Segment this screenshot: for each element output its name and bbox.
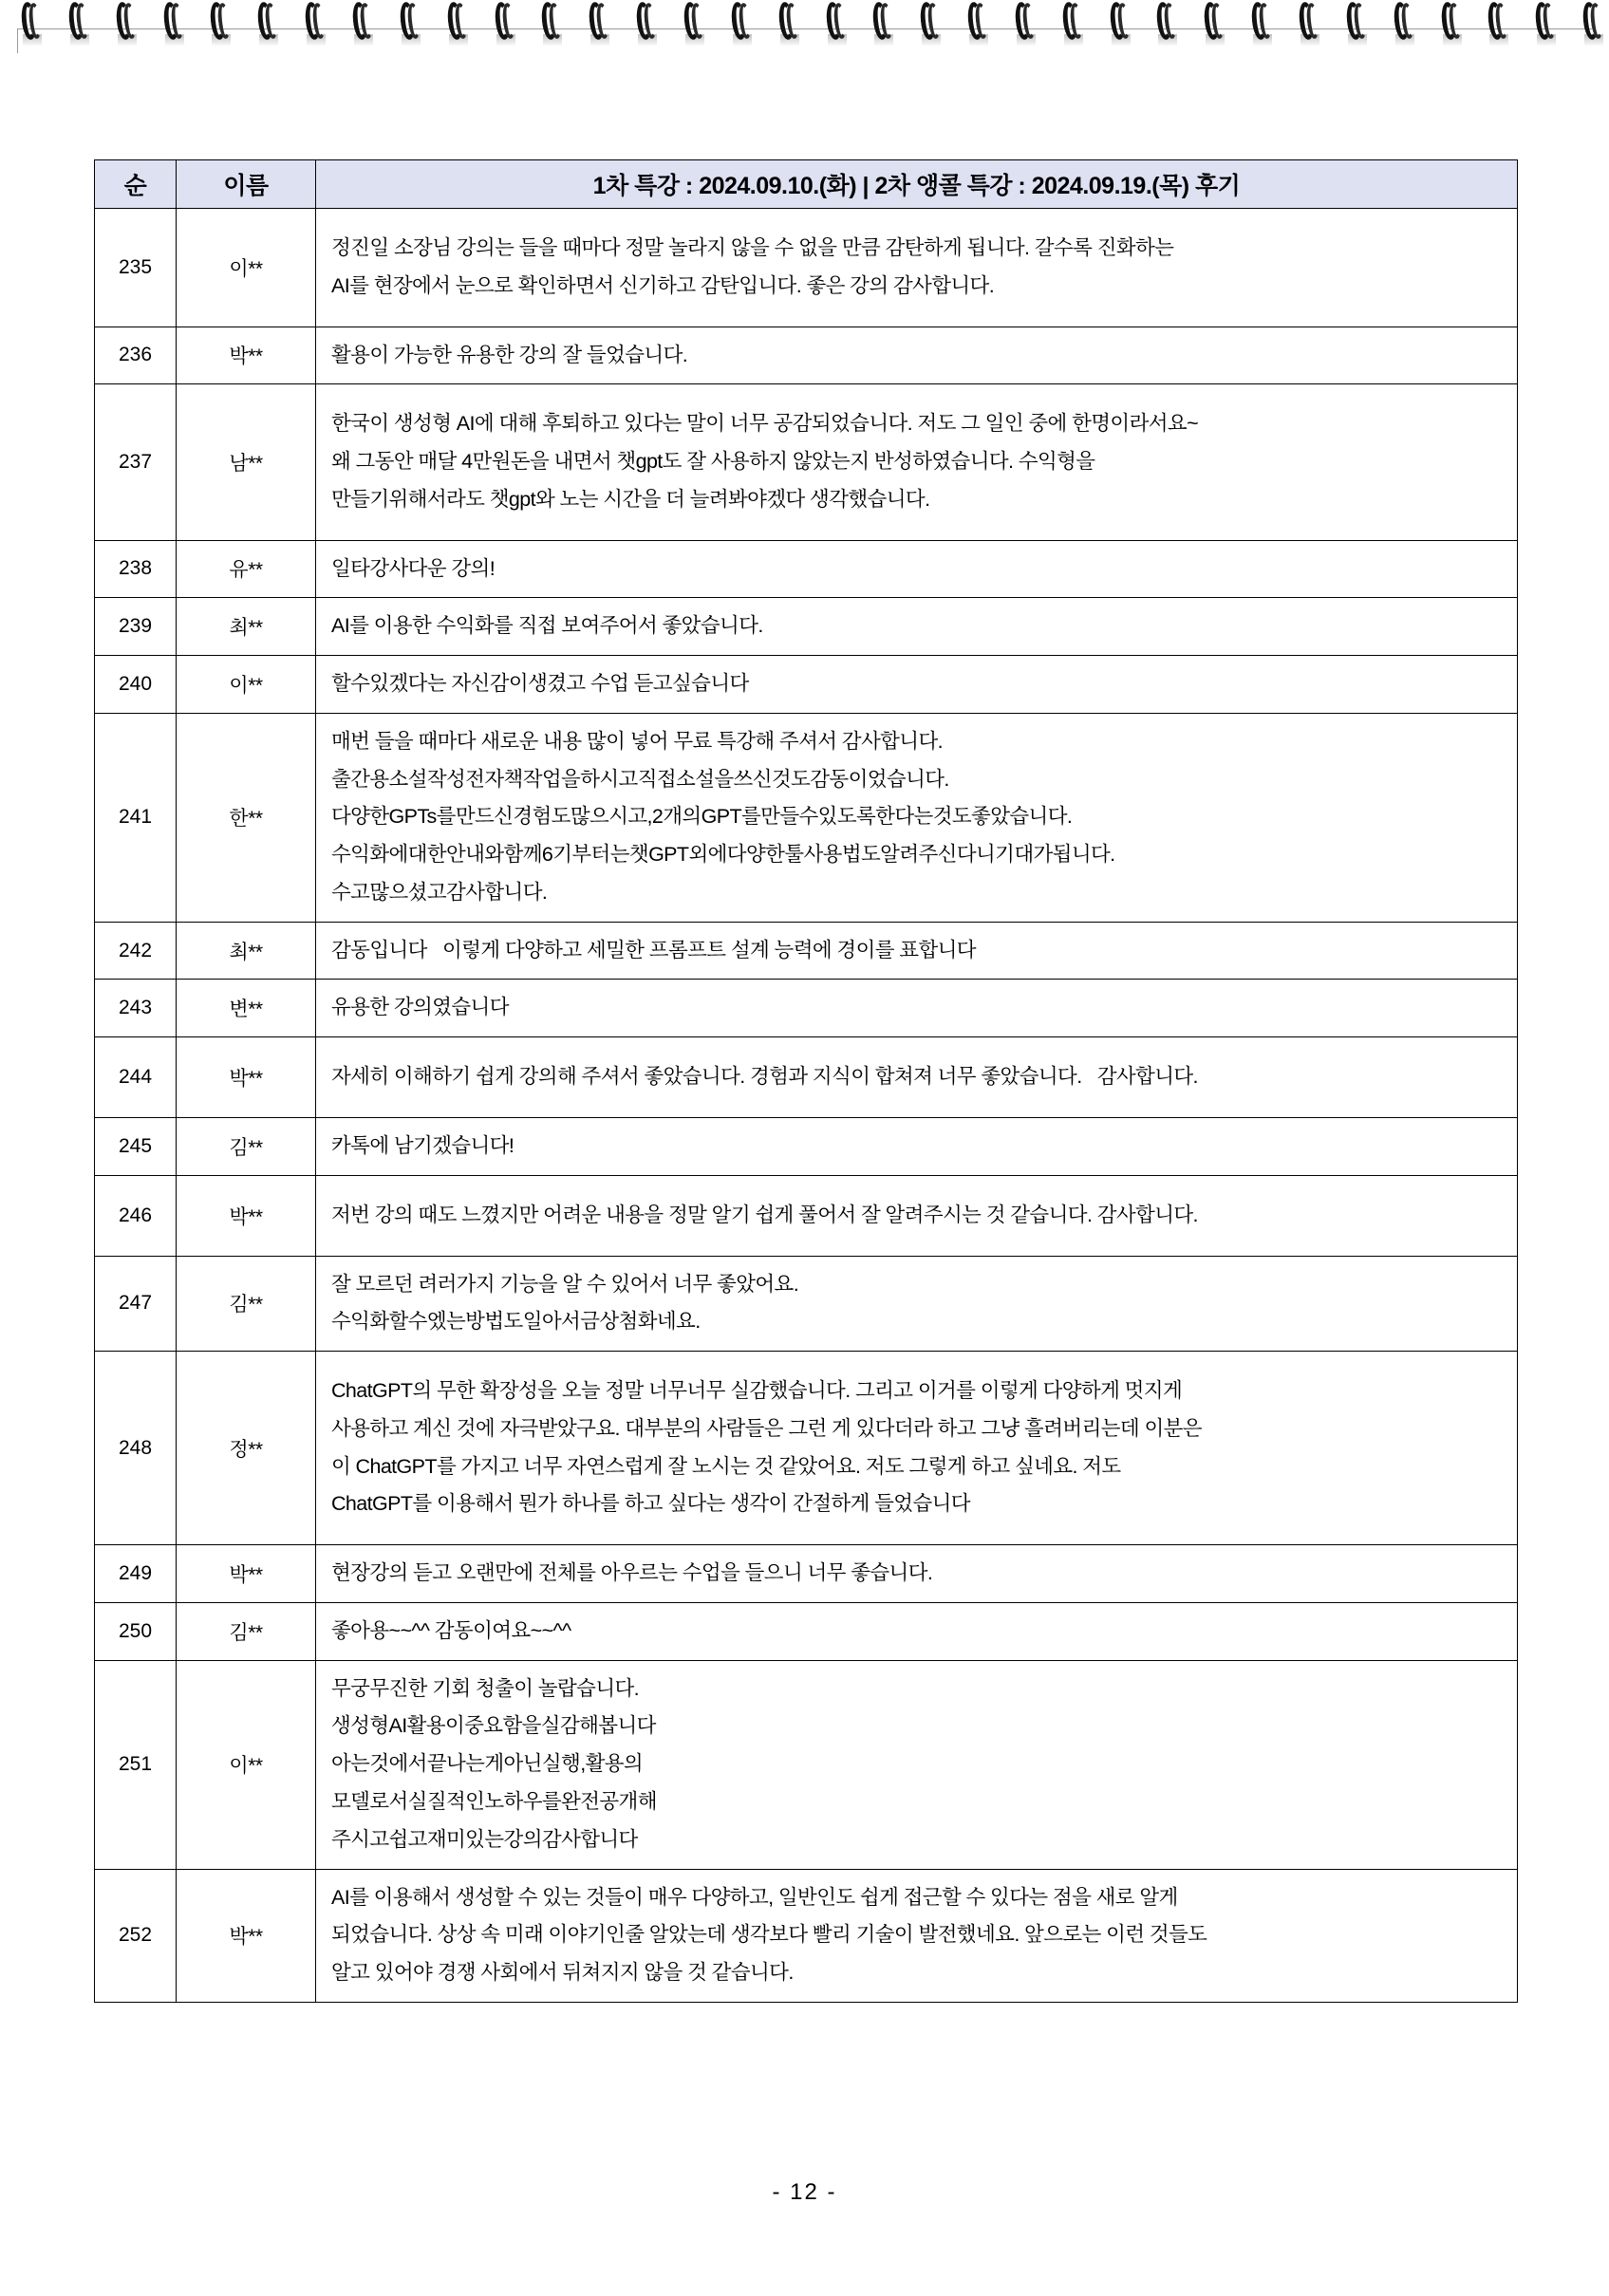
binding-ring-icon — [1535, 2, 1560, 46]
row-number: 241 — [95, 713, 177, 922]
review-line: 한국이 생성형 AI에 대해 후퇴하고 있다는 말이 너무 공감되었습니다. 저도 그 일인 중에 한명이라서요~ — [331, 412, 1199, 436]
table-row — [95, 1545, 1518, 1603]
review-line: 유용한 강의였습니다 — [331, 996, 509, 1019]
row-review-text — [316, 598, 1518, 656]
review-line: 정진일 소장님 강의는 들을 때마다 정말 놀라지 않을 수 없을 만큼 감탄하게 됩니다. 갈수록 진화하는 — [331, 236, 1174, 259]
table-row — [95, 1175, 1518, 1256]
binding-ring-icon — [1204, 2, 1228, 46]
review-line: 알고 있어야 경쟁 사회에서 뒤쳐지지 않을 것 같습니다. — [331, 1961, 794, 1985]
binding-ring-icon — [495, 2, 519, 46]
row-review-text — [316, 713, 1518, 922]
table-row — [95, 209, 1518, 327]
binding-ring-icon — [163, 2, 188, 46]
binding-ring-icon — [305, 2, 329, 46]
review-line: 수익화할수엤는방법도일아서금상첨화네요. — [331, 1310, 701, 1334]
review-line: 출간용소설작성전자책작업을하시고직접소설을쓰신것도감동이었습니다. — [331, 767, 949, 791]
table-row — [95, 922, 1518, 980]
review-line: 생성형AI활용이중요함을실감해봅니다 — [331, 1714, 656, 1738]
review-line: 좋아용~~^^ 감동이여요~~^^ — [331, 1618, 571, 1642]
table-row — [95, 384, 1518, 540]
row-review-text — [316, 1352, 1518, 1545]
row-review-text — [316, 1037, 1518, 1118]
row-review-text — [316, 980, 1518, 1037]
binding-ring-icon — [1346, 2, 1371, 46]
page-number: - 12 - — [772, 2179, 837, 2205]
binding-ring-icon — [826, 2, 851, 46]
row-name: 박** — [177, 1175, 316, 1256]
binding-ring-icon — [257, 2, 282, 46]
binding-ring-icon — [1110, 2, 1134, 46]
row-review-text — [316, 327, 1518, 384]
table-row — [95, 1256, 1518, 1352]
row-name: 박** — [177, 327, 316, 384]
row-review-text — [316, 540, 1518, 598]
binding-ring-icon — [68, 2, 93, 46]
table-row — [95, 1037, 1518, 1118]
table-row — [95, 1118, 1518, 1176]
review-line: 되었습니다. 상상 속 미래 이야기인줄 알았는데 생각보다 빨리 기술이 발전했네요. 앞으로는 이런 것들도 — [331, 1923, 1207, 1947]
row-name: 박** — [177, 1869, 316, 2002]
review-line: 현장강의 듣고 오랜만에 전체를 아우르는 수업을 들으니 너무 좋습니다. — [331, 1561, 933, 1585]
table-header-row — [95, 160, 1518, 209]
row-review-text — [316, 1175, 1518, 1256]
binding-ring-icon — [1015, 2, 1039, 46]
row-name: 변** — [177, 980, 316, 1037]
row-name: 김** — [177, 1118, 316, 1176]
review-line: 저번 강의 때도 느꼈지만 어려운 내용을 정말 알기 쉽게 풀어서 잘 알려주시는 것 같습니다. 감사합니다. — [331, 1203, 1198, 1226]
row-number: 243 — [95, 980, 177, 1037]
table-row — [95, 327, 1518, 384]
row-name: 유** — [177, 540, 316, 598]
row-number: 246 — [95, 1175, 177, 1256]
review-line: 매번 들을 때마다 새로운 내용 많이 넣어 무료 특강해 주셔서 감사합니다. — [331, 729, 944, 753]
review-line: AI를 이용해서 생성할 수 있는 것들이 매우 다양하고, 일반인도 쉽게 접근할 수 있다는 점을 새로 알게 — [331, 1885, 1178, 1909]
row-review-text — [316, 209, 1518, 327]
row-number: 249 — [95, 1545, 177, 1603]
review-line: 다양한GPTs를만드신경험도많으시고,2개의GPT를만들수있도록한다는것도좋았습니다. — [331, 805, 1073, 829]
row-number: 244 — [95, 1037, 177, 1118]
row-name: 박** — [177, 1037, 316, 1118]
binding-ring-icon — [352, 2, 377, 46]
binding-ring-icon — [1156, 2, 1181, 46]
row-name: 정** — [177, 1352, 316, 1545]
row-name: 이** — [177, 656, 316, 714]
binding-ring-icon — [541, 2, 566, 46]
row-name: 남** — [177, 384, 316, 540]
review-line: 카톡에 남기겠습니다! — [331, 1134, 515, 1158]
binding-ring-icon — [967, 2, 992, 46]
binding-ring-icon — [447, 2, 472, 46]
table-row — [95, 1352, 1518, 1545]
binding-ring-icon — [210, 2, 234, 46]
review-line: AI를 현장에서 눈으로 확인하면서 신기하고 감탄입니다. 좋은 강의 감사합니다. — [331, 273, 995, 297]
row-name: 이** — [177, 1660, 316, 1869]
binding-ring-icon — [1299, 2, 1323, 46]
review-line: 활용이 가능한 유용한 강의 잘 들었습니다. — [331, 343, 688, 366]
row-review-text — [316, 1602, 1518, 1660]
spiral-binding — [0, 0, 1609, 53]
column-header-num: 순 — [95, 160, 177, 209]
binding-rings — [0, 0, 1609, 53]
row-name: 최** — [177, 922, 316, 980]
review-line: AI를 이용한 수익화를 직접 보여주어서 좋았습니다. — [331, 614, 763, 638]
review-table — [94, 159, 1518, 2003]
review-line: 주시고쉽고재미있는강의감사합니다 — [331, 1827, 638, 1851]
binding-ring-icon — [116, 2, 140, 46]
row-review-text — [316, 922, 1518, 980]
row-review-text — [316, 384, 1518, 540]
binding-ring-icon — [1062, 2, 1087, 46]
binding-ring-icon — [1441, 2, 1466, 46]
row-number: 242 — [95, 922, 177, 980]
table-body — [95, 209, 1518, 2003]
binding-ring-icon — [21, 2, 46, 46]
binding-ring-icon — [1394, 2, 1418, 46]
table-row — [95, 1869, 1518, 2002]
binding-ring-icon — [1487, 2, 1512, 46]
table-row — [95, 540, 1518, 598]
binding-ring-icon — [589, 2, 613, 46]
row-name: 김** — [177, 1256, 316, 1352]
row-name: 최** — [177, 598, 316, 656]
row-number: 237 — [95, 384, 177, 540]
review-line: 수익화에대한안내와함께6기부터는챗GPT외에다양한툴사용법도알려주신다니기대가됩니다. — [331, 843, 1115, 867]
row-name: 이** — [177, 209, 316, 327]
binding-ring-icon — [731, 2, 756, 46]
review-line: 잘 모르던 려러가지 기능을 알 수 있어서 너무 좋았어요. — [331, 1272, 799, 1296]
row-number: 235 — [95, 209, 177, 327]
row-name: 김** — [177, 1602, 316, 1660]
row-review-text — [316, 1869, 1518, 2002]
review-line: 수고많으셨고감사합니다. — [331, 880, 548, 904]
review-line: 할수있겠다는 자신감이생겼고 수업 듣고싶습니다 — [331, 672, 749, 696]
row-review-text — [316, 1118, 1518, 1176]
row-number: 239 — [95, 598, 177, 656]
column-header-content: 1차 특강 : 2024.09.10.(화) | 2차 앵콜 특강 : 2024.09.19.(목) 후기 — [316, 160, 1518, 209]
row-number: 252 — [95, 1869, 177, 2002]
column-header-name: 이름 — [177, 160, 316, 209]
review-line: 아는것에서끝나는게아닌실행,활용의 — [331, 1752, 644, 1776]
row-number: 240 — [95, 656, 177, 714]
table-row — [95, 1602, 1518, 1660]
row-review-text — [316, 1660, 1518, 1869]
binding-ring-icon — [636, 2, 661, 46]
review-line: 이 ChatGPT를 가지고 너무 자연스럽게 잘 노시는 것 같았어요. 저도 그렇게 하고 싶네요. 저도 — [331, 1454, 1121, 1478]
review-line: 감동입니다 이렇게 다양하고 세밀한 프롬프트 설계 능력에 경이를 표합니다 — [331, 938, 976, 961]
review-line: 모델로서실질적인노하우를완전공개해 — [331, 1789, 657, 1813]
binding-ring-icon — [400, 2, 424, 46]
row-review-text — [316, 1256, 1518, 1352]
binding-ring-icon — [872, 2, 897, 46]
row-number: 251 — [95, 1660, 177, 1869]
binding-ring-icon — [778, 2, 803, 46]
review-line: 사용하고 계신 것에 자극받았구요. 대부분의 사람들은 그런 게 있다더라 하고 그냥 흘려버리는데 이분은 — [331, 1416, 1202, 1440]
row-number: 245 — [95, 1118, 177, 1176]
row-review-text — [316, 656, 1518, 714]
row-number: 248 — [95, 1352, 177, 1545]
row-name: 한** — [177, 713, 316, 922]
row-number: 238 — [95, 540, 177, 598]
binding-ring-icon — [1582, 2, 1607, 46]
binding-ring-icon — [683, 2, 708, 46]
review-line: ChatGPT의 무한 확장성을 오늘 정말 너무너무 실감했습니다. 그리고 이거를 이렇게 다양하게 멋지게 — [331, 1379, 1183, 1403]
row-number: 247 — [95, 1256, 177, 1352]
page-sheet — [0, 53, 1609, 2296]
review-line: 왜 그동안 매달 4만원돈을 내면서 챗gpt도 잘 사용하지 않았는지 반성하였습니다. 수익형을 — [331, 450, 1095, 474]
row-number: 236 — [95, 327, 177, 384]
row-name: 박** — [177, 1545, 316, 1603]
table-row — [95, 713, 1518, 922]
table-row — [95, 598, 1518, 656]
table-header — [95, 160, 1518, 209]
table-row — [95, 980, 1518, 1037]
table-row — [95, 1660, 1518, 1869]
review-line: 만들기위해서라도 챗gpt와 노는 시간을 더 늘려봐야겠다 생각했습니다. — [331, 487, 930, 511]
review-line: 일타강사다운 강의! — [331, 556, 496, 580]
table-row — [95, 656, 1518, 714]
review-line: 무궁무진한 기회 청출이 놀랍습니다. — [331, 1676, 640, 1700]
binding-ring-icon — [1251, 2, 1276, 46]
review-line: ChatGPT를 이용해서 뭔가 하나를 하고 싶다는 생각이 간절하게 들었습니다 — [331, 1492, 970, 1516]
review-line: 자세히 이해하기 쉽게 강의해 주셔서 좋았습니다. 경험과 지식이 합쳐져 너무 좋았습니다. 감사합니다. — [331, 1065, 1198, 1089]
binding-ring-icon — [920, 2, 945, 46]
row-review-text — [316, 1545, 1518, 1603]
row-number: 250 — [95, 1602, 177, 1660]
